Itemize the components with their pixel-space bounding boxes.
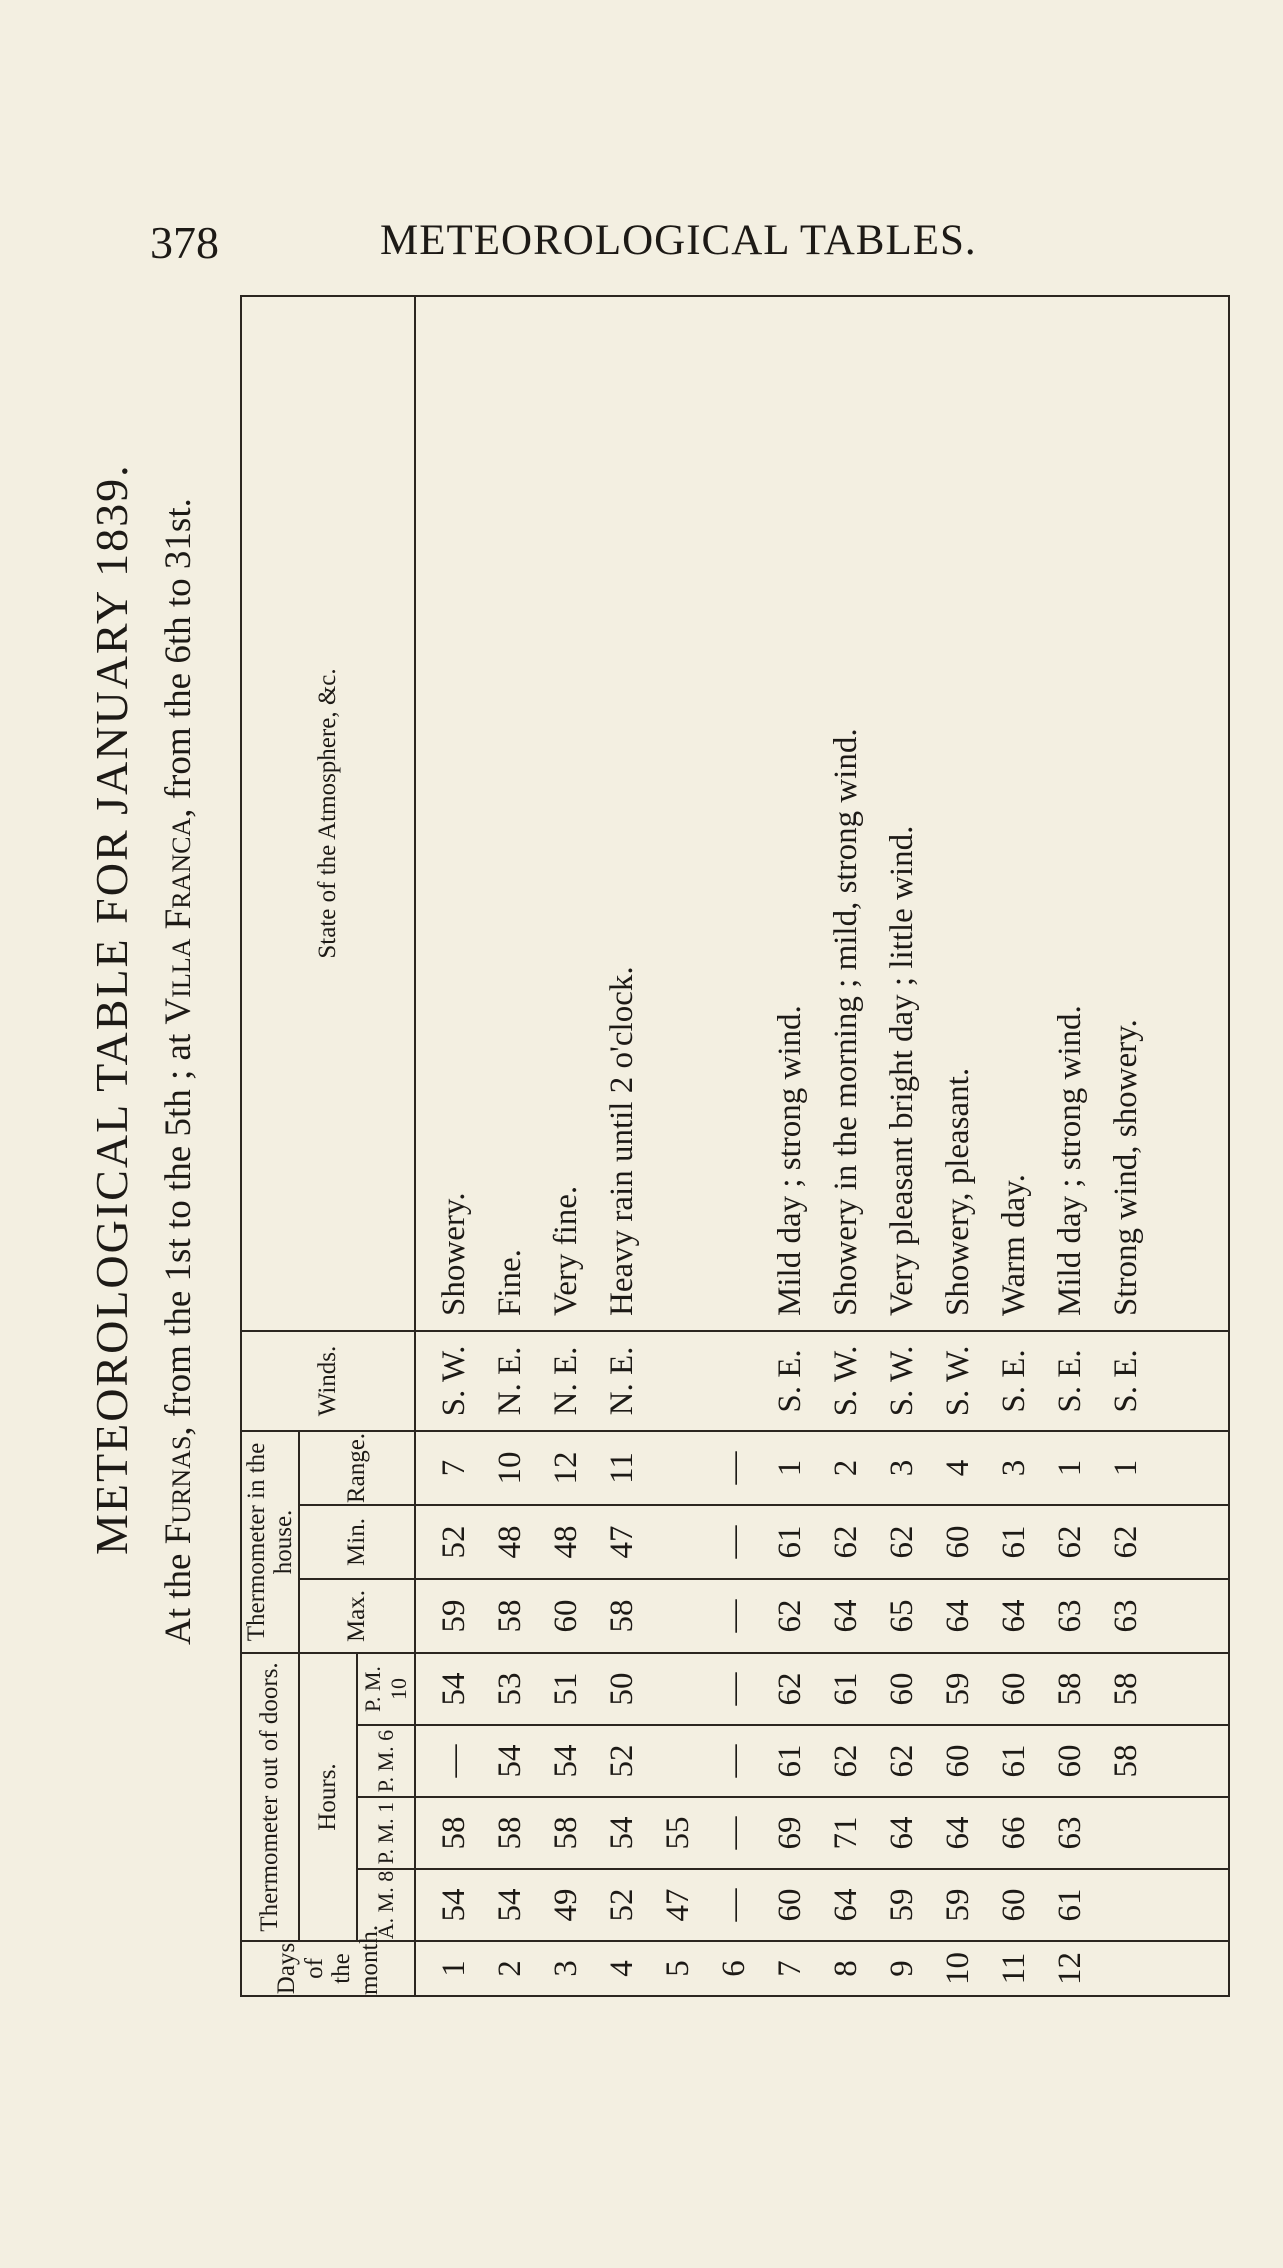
- cell-range: 12: [548, 1451, 584, 1485]
- cell-day: 8: [828, 1960, 864, 1977]
- cell-pm1: 69: [772, 1816, 808, 1850]
- col-winds: [415, 1331, 1229, 1431]
- hours-header: Hours.: [299, 1653, 357, 1941]
- col-state: [415, 296, 1229, 1331]
- cell-pm10: 60: [996, 1672, 1032, 1706]
- cell-wind: S. E.: [996, 1349, 1032, 1413]
- cell-min: 48: [548, 1525, 584, 1559]
- cell-am8: 64: [828, 1888, 864, 1922]
- range-header: Range.: [299, 1431, 415, 1505]
- cell-pm1: [1098, 1798, 1154, 1868]
- cell-pm1: 66: [996, 1816, 1032, 1850]
- max-header: Max.: [299, 1579, 415, 1653]
- cell-day: [1098, 1942, 1154, 1995]
- cell-pm6: 54: [548, 1744, 584, 1778]
- hour-10pm-header: P. M. 10: [357, 1653, 415, 1725]
- cell-pm1: 54: [604, 1816, 640, 1850]
- cell-pm1: 64: [884, 1816, 920, 1850]
- cell-day: 11: [996, 1952, 1032, 1985]
- cell-min: 48: [492, 1525, 528, 1559]
- subtitle-place-furnas: Furnas: [158, 1435, 199, 1545]
- cell-state: [706, 297, 762, 1330]
- cell-pm10: 51: [548, 1672, 584, 1706]
- cell-state: Showery, pleasant.: [940, 1067, 976, 1316]
- running-title: METEOROLOGICAL TABLES.: [380, 217, 977, 264]
- cell-min: 61: [996, 1525, 1032, 1559]
- cell-pm6: 62: [884, 1744, 920, 1778]
- outdoor-thermometer-header: Thermometer out of doors.: [241, 1653, 299, 1941]
- cell-am8: 59: [884, 1888, 920, 1922]
- col-1pm: [415, 1797, 1229, 1869]
- cell-state: Showery.: [436, 1192, 472, 1316]
- cell-am8: 59: [940, 1888, 976, 1922]
- cell-range: 10: [492, 1451, 528, 1485]
- cell-pm10: 59: [940, 1672, 976, 1706]
- cell-state: Very pleasant bright day ; little wind.: [884, 825, 920, 1316]
- table-title: METEOROLOGICAL TABLE FOR JANUARY 1839.: [86, 463, 137, 1555]
- cell-pm10: [650, 1654, 706, 1724]
- winds-header: Winds.: [241, 1331, 415, 1431]
- table-subtitle: [157, 498, 200, 1645]
- cell-max: 64: [996, 1599, 1032, 1633]
- subtitle-part1: At the: [158, 1544, 199, 1645]
- cell-day: 2: [492, 1960, 528, 1977]
- cell-am8: 60: [772, 1888, 808, 1922]
- cell-am8: 54: [492, 1888, 528, 1922]
- subtitle-place-villa-franca: Villa Franca: [158, 817, 199, 1025]
- cell-pm1: —: [716, 1816, 752, 1850]
- cell-pm10: 60: [884, 1672, 920, 1706]
- cell-min: 61: [772, 1525, 808, 1559]
- cell-max: 58: [492, 1599, 528, 1633]
- col-10pm: [415, 1653, 1229, 1725]
- cell-state: Fine.: [492, 1249, 528, 1316]
- cell-wind: N. E.: [604, 1346, 640, 1416]
- cell-state: Heavy rain until 2 o'clock.: [604, 966, 640, 1316]
- cell-range: 1: [1108, 1459, 1144, 1477]
- col-days: [415, 1941, 1229, 1996]
- cell-pm1: 58: [492, 1816, 528, 1850]
- cell-pm1: 58: [548, 1816, 584, 1850]
- cell-max: 63: [1108, 1599, 1144, 1633]
- cell-range: 11: [604, 1452, 640, 1484]
- cell-min: 62: [1052, 1525, 1088, 1559]
- cell-day: 6: [716, 1960, 752, 1977]
- cell-min: 62: [828, 1525, 864, 1559]
- cell-max: 58: [604, 1599, 640, 1633]
- col-8am: [415, 1869, 1229, 1941]
- cell-min: 52: [436, 1525, 472, 1559]
- col-6pm: [415, 1725, 1229, 1797]
- cell-range: 4: [940, 1459, 976, 1477]
- cell-min: 62: [1108, 1525, 1144, 1559]
- cell-min: —: [716, 1525, 752, 1559]
- cell-range: 3: [884, 1459, 920, 1477]
- cell-pm1: 63: [1052, 1816, 1088, 1850]
- cell-pm6: 62: [828, 1744, 864, 1778]
- cell-pm6: —: [716, 1744, 752, 1778]
- cell-pm10: 54: [436, 1672, 472, 1706]
- cell-min: [650, 1506, 706, 1578]
- cell-wind: [650, 1332, 706, 1430]
- cell-wind: S. W.: [436, 1345, 472, 1417]
- cell-max: [650, 1580, 706, 1652]
- cell-wind: S. W.: [940, 1345, 976, 1417]
- cell-pm10: 53: [492, 1672, 528, 1706]
- cell-state: [650, 297, 706, 1330]
- cell-state: Strong wind, showery.: [1108, 1019, 1144, 1316]
- cell-pm6: —: [436, 1744, 472, 1778]
- rotated-table-wrapper: [240, 297, 1230, 1997]
- hour-6pm-header: P. M. 6: [357, 1725, 415, 1797]
- cell-am8: 49: [548, 1888, 584, 1922]
- cell-pm6: 54: [492, 1744, 528, 1778]
- cell-pm1: 58: [436, 1816, 472, 1850]
- cell-state: Warm day.: [996, 1174, 1032, 1316]
- col-min: [415, 1505, 1229, 1579]
- page-number: 378: [150, 217, 219, 268]
- cell-wind: S. W.: [884, 1345, 920, 1417]
- cell-am8: [1098, 1870, 1154, 1940]
- cell-day: 1: [436, 1960, 472, 1977]
- cell-range: [650, 1432, 706, 1504]
- min-header: Min.: [299, 1505, 415, 1579]
- cell-state: Showery in the morning ; mild, strong wind.: [828, 728, 864, 1316]
- cell-am8: 52: [604, 1888, 640, 1922]
- cell-day: 10: [940, 1952, 976, 1985]
- cell-am8: 47: [660, 1888, 696, 1922]
- cell-day: 12: [1052, 1952, 1088, 1985]
- cell-pm6: 61: [772, 1744, 808, 1778]
- cell-max: 59: [436, 1599, 472, 1633]
- cell-wind: S. E.: [1108, 1349, 1144, 1413]
- hour-1pm-header: P. M. 1: [357, 1797, 415, 1869]
- cell-pm1: 71: [828, 1816, 864, 1850]
- col-range: [415, 1431, 1229, 1505]
- cell-min: 47: [604, 1525, 640, 1559]
- cell-range: 1: [1052, 1459, 1088, 1477]
- cell-pm10: 61: [828, 1672, 864, 1706]
- cell-day: 5: [660, 1960, 696, 1977]
- cell-wind: S. W.: [828, 1345, 864, 1417]
- cell-am8: —: [716, 1888, 752, 1922]
- cell-pm1: 55: [660, 1816, 696, 1850]
- cell-wind: S. E.: [1052, 1349, 1088, 1413]
- cell-am8: 60: [996, 1888, 1032, 1922]
- col-max: [415, 1579, 1229, 1653]
- cell-state: Mild day ; strong wind.: [1052, 1005, 1088, 1316]
- cell-pm10: 58: [1052, 1672, 1088, 1706]
- cell-max: 60: [548, 1599, 584, 1633]
- cell-day: 7: [772, 1960, 808, 1977]
- cell-range: —: [716, 1451, 752, 1485]
- cell-day: 4: [604, 1960, 640, 1977]
- cell-min: 62: [884, 1525, 920, 1559]
- cell-wind: [706, 1332, 762, 1430]
- cell-max: 62: [772, 1599, 808, 1633]
- cell-pm10: 50: [604, 1672, 640, 1706]
- cell-am8: 61: [1052, 1888, 1088, 1922]
- cell-wind: N. E.: [492, 1346, 528, 1416]
- cell-pm6: 58: [1108, 1744, 1144, 1778]
- cell-pm10: 58: [1108, 1672, 1144, 1706]
- cell-range: 1: [772, 1459, 808, 1477]
- cell-wind: S. E.: [772, 1349, 808, 1413]
- subtitle-part3: , from the 6th to 31st.: [158, 498, 199, 818]
- state-header: State of the Atmosphere, &c.: [241, 296, 415, 1331]
- cell-day: 9: [884, 1960, 920, 1977]
- cell-pm6: 61: [996, 1744, 1032, 1778]
- cell-min: 60: [940, 1525, 976, 1559]
- cell-state: Mild day ; strong wind.: [772, 1005, 808, 1316]
- meteorological-table: [240, 295, 1230, 1997]
- subtitle-part2: , from the 1st to the 5th ; at: [158, 1024, 199, 1436]
- cell-max: —: [716, 1599, 752, 1633]
- cell-range: 7: [436, 1459, 472, 1477]
- cell-max: 63: [1052, 1599, 1088, 1633]
- cell-day: 3: [548, 1960, 584, 1977]
- cell-range: 3: [996, 1459, 1032, 1477]
- cell-wind: N. E.: [548, 1346, 584, 1416]
- cell-max: 64: [828, 1599, 864, 1633]
- cell-pm6: 60: [940, 1744, 976, 1778]
- cell-pm6: 52: [604, 1744, 640, 1778]
- cell-pm10: —: [716, 1672, 752, 1706]
- cell-range: 2: [828, 1459, 864, 1477]
- cell-state: Very fine.: [548, 1185, 584, 1316]
- page-header: [150, 216, 1250, 266]
- cell-max: 65: [884, 1599, 920, 1633]
- indoor-thermometer-header: Thermometer in the house.: [241, 1431, 299, 1653]
- cell-pm10: 62: [772, 1672, 808, 1706]
- hour-8am-header: A. M. 8: [357, 1869, 415, 1941]
- cell-pm1: 64: [940, 1816, 976, 1850]
- cell-pm6: 60: [1052, 1744, 1088, 1778]
- cell-max: 64: [940, 1599, 976, 1633]
- cell-pm6: [650, 1726, 706, 1796]
- days-header: Days of the month.: [241, 1941, 415, 1996]
- cell-am8: 54: [436, 1888, 472, 1922]
